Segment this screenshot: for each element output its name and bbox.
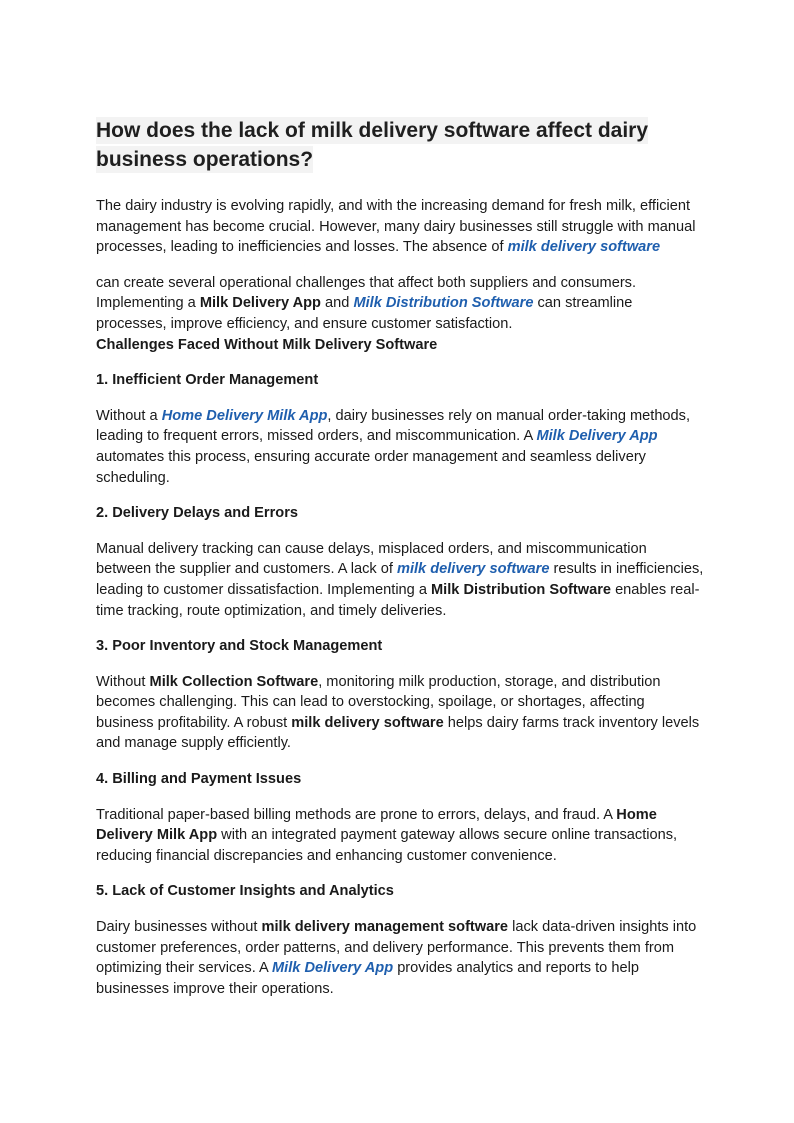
section-heading-3: 3. Poor Inventory and Stock Management xyxy=(96,638,383,655)
section-heading-5: 5. Lack of Customer Insights and Analytics xyxy=(96,883,394,900)
body-text: with an integrated payment gateway allows secure online transactions, reducing financial discrepancies and enhancing customer convenience. xyxy=(96,827,678,864)
body-text: Without xyxy=(96,673,150,690)
section-paragraph-3 xyxy=(96,672,704,754)
body-text: helps dairy farms track inventory levels and manage supply efficiently. xyxy=(96,714,700,752)
milk-distribution-software-link[interactable]: Milk Distribution Software xyxy=(353,295,534,312)
section-paragraph-2 xyxy=(96,539,704,621)
challenges-heading: Challenges Faced Without Milk Delivery Software xyxy=(96,336,438,353)
bold-term: Milk Collection Software xyxy=(149,673,319,690)
section-paragraph-4 xyxy=(96,805,704,867)
body-text: Traditional paper-based billing methods are prone to errors, delays, and fraud. A xyxy=(96,806,617,823)
bold-term: Milk Delivery App xyxy=(199,295,321,312)
intro-text: The dairy industry is evolving rapidly, and with the increasing demand for fresh milk, efficient management has become crucial. However, many dairy businesses still struggle with manual processes, leading to inefficiencies and losses. The absence of xyxy=(96,198,696,256)
intro-text: can streamline processes, improve efficiency, and ensure customer satisfaction. xyxy=(96,295,633,332)
article-body xyxy=(96,116,704,1014)
intro-text: and xyxy=(320,295,354,312)
bold-term: milk delivery management software xyxy=(261,919,509,936)
intro-paragraph-1 xyxy=(96,196,704,258)
bold-term: Home Delivery Milk App xyxy=(96,806,657,844)
body-text: Manual delivery tracking can cause delays, misplaced orders, and miscommunication between the supplier and customers. A lack of xyxy=(96,540,647,578)
body-text: , dairy businesses rely on manual order-taking methods, leading to frequent errors, missed orders, and miscommunication. A xyxy=(96,407,691,445)
intro-paragraph-2 xyxy=(96,273,704,335)
title-block xyxy=(96,116,666,174)
home-delivery-milk-app-link[interactable]: Home Delivery Milk App xyxy=(161,407,328,424)
section-paragraph-5 xyxy=(96,917,704,999)
body-text: automates this process, ensuring accurate order management and seamless delivery scheduling. xyxy=(96,448,646,486)
body-text: Dairy businesses without xyxy=(96,919,262,936)
bold-term: Milk Distribution Software xyxy=(431,581,612,598)
milk-delivery-app-link[interactable]: Milk Delivery App xyxy=(536,428,658,445)
bold-term: milk delivery software xyxy=(291,714,444,731)
section-heading-4: 4. Billing and Payment Issues xyxy=(96,771,302,788)
body-text: provides analytics and reports to help businesses improve their operations. xyxy=(96,960,639,997)
section-heading-2: 2. Delivery Delays and Errors xyxy=(96,505,298,522)
intro-text: can create several operational challenges that affect both suppliers and consumers. Implementing a xyxy=(96,274,637,312)
page-title: How does the lack of milk delivery software affect dairy business operations? xyxy=(96,119,649,171)
body-text: results in inefficiencies, leading to customer dissatisfaction. Implementing a xyxy=(96,561,704,598)
milk-delivery-software-link[interactable]: milk delivery software xyxy=(396,561,550,578)
milk-delivery-software-link[interactable]: milk delivery software xyxy=(507,239,661,256)
section-heading-1: 1. Inefficient Order Management xyxy=(96,372,319,389)
body-text: enables real-time tracking, route optimization, and timely deliveries. xyxy=(96,581,700,619)
section-paragraph-1 xyxy=(96,406,704,488)
body-text: Without a xyxy=(96,407,162,424)
body-text: lack data-driven insights into customer preferences, order patterns, and delivery performance. This prevents them from optimizing their services. A xyxy=(96,919,697,977)
milk-delivery-app-link[interactable]: Milk Delivery App xyxy=(272,960,394,977)
body-text: , monitoring milk production, storage, and distribution becomes challenging. This can lead to overstocking, spoilage, or shortages, affecting business profitability. A robust xyxy=(96,673,661,731)
